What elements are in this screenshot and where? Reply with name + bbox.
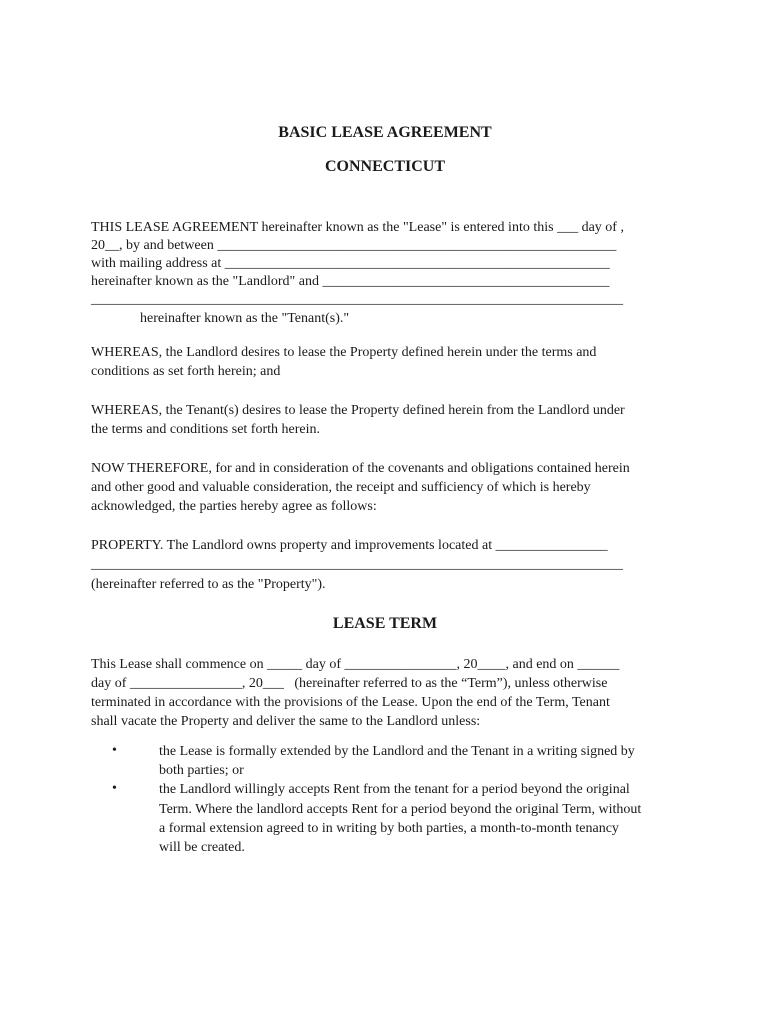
bullet-line: will be created. (159, 840, 245, 855)
document-title: BASIC LEASE AGREEMENT (278, 124, 492, 141)
lease-term-line: This Lease shall commence on _____ day of ________________, 20____, and end on ______ (91, 657, 620, 672)
lease-term-line: day of ________________, 20___ (hereinafter referred to as the “Term”), unless otherwise (91, 676, 608, 691)
intro-line: THIS LEASE AGREEMENT hereinafter known as the "Lease" is entered into this ___ day of , (91, 220, 624, 235)
bullet-line: both parties; or (159, 763, 244, 778)
intro-line: with mailing address at _______________________________________________________ (91, 256, 610, 271)
bullet-line: Term. Where the landlord accepts Rent for a period beyond the original Term, without (159, 802, 642, 817)
bullet-marker: • (112, 781, 117, 796)
whereas-line: WHEREAS, the Landlord desires to lease the Property defined herein under the terms and (91, 345, 597, 360)
now-therefore-line: and other good and valuable consideration, the receipt and sufficiency of which is hereby (91, 480, 591, 495)
bullet-line: a formal extension agreed to in writing by both parties, a month-to-month tenancy (159, 821, 619, 836)
whereas-line: conditions as set forth herein; and (91, 364, 281, 379)
bullet-line: the Lease is formally extended by the Landlord and the Tenant in a writing signed by (159, 744, 635, 759)
now-therefore-line: acknowledged, the parties hereby agree as follows: (91, 499, 377, 514)
intro-line: 20__, by and between _________________________________________________________ (91, 238, 617, 253)
whereas-line: the terms and conditions set forth herein. (91, 422, 320, 437)
lease-term-line: shall vacate the Property and deliver the same to the Landlord unless: (91, 714, 481, 729)
whereas-line: WHEREAS, the Tenant(s) desires to lease the Property defined herein from the Landlord under (91, 403, 625, 418)
intro-line: hereinafter known as the "Landlord" and _________________________________________ (91, 274, 610, 289)
now-therefore-line: NOW THEREFORE, for and in consideration of the covenants and obligations contained herein (91, 461, 630, 476)
intro-line: ____________________________________________________________________________ (91, 292, 623, 307)
lease-term-heading: LEASE TERM (332, 615, 438, 632)
property-line: PROPERTY. The Landlord owns property and improvements located at ________________ (91, 538, 608, 553)
intro-line: hereinafter known as the "Tenant(s)." (140, 311, 350, 326)
bullet-line: the Landlord willingly accepts Rent from the tenant for a period beyond the original (159, 782, 630, 797)
lease-term-line: terminated in accordance with the provisions of the Lease. Upon the end of the Term, Tenant (91, 695, 610, 710)
bullet-marker: • (112, 743, 117, 758)
property-line: (hereinafter referred to as the "Property"). (91, 577, 326, 592)
document-state: CONNECTICUT (324, 158, 445, 175)
property-line: ____________________________________________________________________________ (91, 557, 623, 572)
